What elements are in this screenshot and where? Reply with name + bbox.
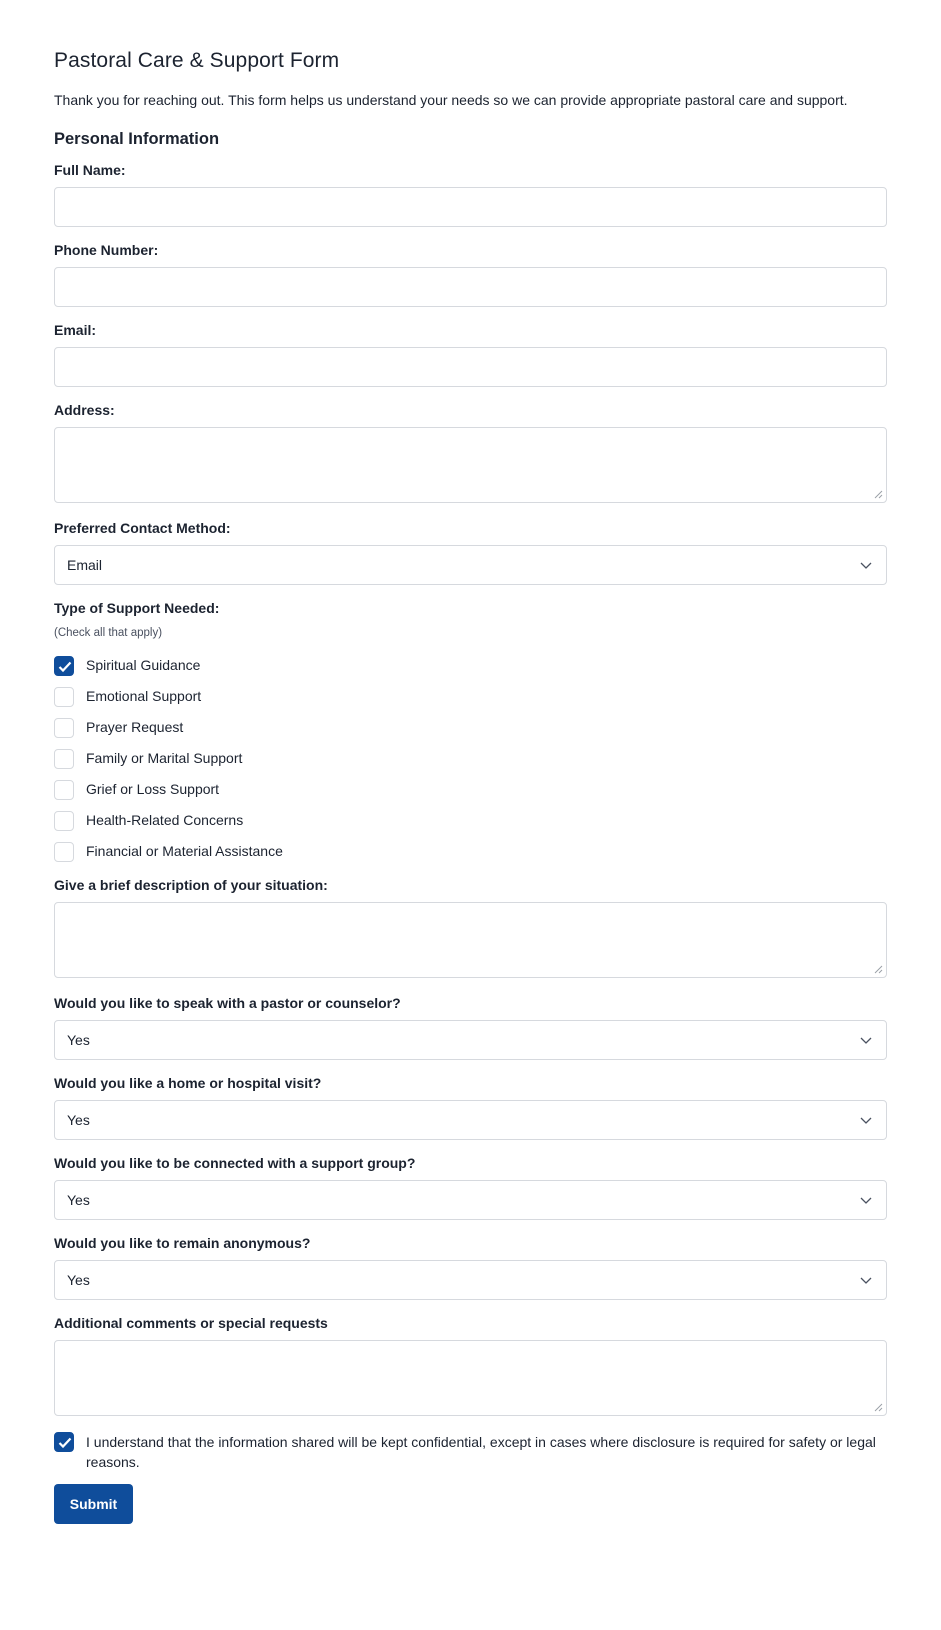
description-label: Give a brief description of your situation: (54, 877, 328, 893)
support-option-financial-material[interactable] (54, 842, 887, 864)
email-label: Email: (54, 322, 97, 338)
chevron-down-icon (860, 1115, 872, 1125)
support-type-hint: (Check all that apply) (54, 627, 163, 639)
checkbox[interactable] (54, 718, 74, 738)
support-option-label: Family or Marital Support (86, 750, 243, 766)
support-option-spiritual-guidance[interactable] (54, 656, 887, 678)
support-option-emotional-support[interactable] (54, 687, 887, 709)
home-hospital-visit-value: Yes (67, 1112, 90, 1128)
address-label: Address: (54, 402, 115, 418)
home-hospital-visit-select[interactable] (54, 1100, 887, 1140)
resize-handle-icon[interactable] (873, 1402, 883, 1412)
support-option-family-marital[interactable] (54, 749, 887, 771)
support-type-label: Type of Support Needed: (54, 600, 220, 616)
checkbox[interactable] (54, 687, 74, 707)
checkmark-icon (58, 661, 72, 673)
contact-method-value: Email (67, 557, 103, 573)
support-option-label: Prayer Request (86, 719, 184, 735)
support-option-prayer-request[interactable] (54, 718, 887, 740)
checkbox[interactable] (54, 811, 74, 831)
chevron-down-icon (860, 1035, 872, 1045)
checkbox-checked[interactable] (54, 656, 74, 676)
description-textarea[interactable] (54, 902, 887, 978)
comments-textarea[interactable] (54, 1340, 887, 1416)
checkbox[interactable] (54, 780, 74, 800)
contact-method-label: Preferred Contact Method: (54, 520, 231, 536)
submit-button[interactable]: Submit (54, 1484, 133, 1524)
phone-number-label: Phone Number: (54, 242, 159, 258)
chevron-down-icon (860, 1275, 872, 1285)
support-option-label: Emotional Support (86, 688, 202, 704)
support-group-select[interactable] (54, 1180, 887, 1220)
consent-label: I understand that the information shared will be kept confidential, except in cases where disclosure is required for safety or legal reasons. (86, 1434, 876, 1470)
pastor-counselor-value: Yes (67, 1032, 90, 1048)
contact-method-select[interactable] (54, 545, 887, 585)
comments-label: Additional comments or special requests (54, 1315, 328, 1331)
full-name-input[interactable] (54, 187, 887, 227)
checkmark-icon (58, 1437, 72, 1449)
pastor-counselor-label: Would you like to speak with a pastor or counselor? (54, 995, 401, 1011)
support-group-value: Yes (67, 1192, 90, 1208)
phone-number-input[interactable] (54, 267, 887, 307)
resize-handle-icon[interactable] (873, 489, 883, 499)
support-option-label: Health-Related Concerns (86, 812, 244, 828)
form-intro: Thank you for reaching out. This form helps us understand your needs so we can provide appropriate pastoral care and support. (54, 92, 848, 108)
section-title-personal-information: Personal Information (54, 130, 220, 148)
checkbox[interactable] (54, 749, 74, 769)
checkbox-checked[interactable] (54, 1432, 74, 1452)
email-input[interactable] (54, 347, 887, 387)
remain-anonymous-label: Would you like to remain anonymous? (54, 1235, 311, 1251)
support-option-label: Financial or Material Assistance (86, 843, 283, 859)
support-option-label: Grief or Loss Support (86, 781, 220, 797)
pastor-counselor-select[interactable] (54, 1020, 887, 1060)
support-option-health-related[interactable] (54, 811, 887, 833)
support-option-label: Spiritual Guidance (86, 657, 201, 673)
form-title: Pastoral Care & Support Form (54, 49, 340, 72)
remain-anonymous-value: Yes (67, 1272, 90, 1288)
support-option-grief-loss[interactable] (54, 780, 887, 802)
resize-handle-icon[interactable] (873, 964, 883, 974)
full-name-label: Full Name: (54, 162, 126, 178)
home-hospital-visit-label: Would you like a home or hospital visit? (54, 1075, 322, 1091)
remain-anonymous-select[interactable] (54, 1260, 887, 1300)
chevron-down-icon (860, 1195, 872, 1205)
checkbox[interactable] (54, 842, 74, 862)
confidentiality-consent[interactable] (54, 1432, 887, 1474)
address-textarea[interactable] (54, 427, 887, 503)
support-group-label: Would you like to be connected with a support group? (54, 1155, 416, 1171)
chevron-down-icon (860, 560, 872, 570)
